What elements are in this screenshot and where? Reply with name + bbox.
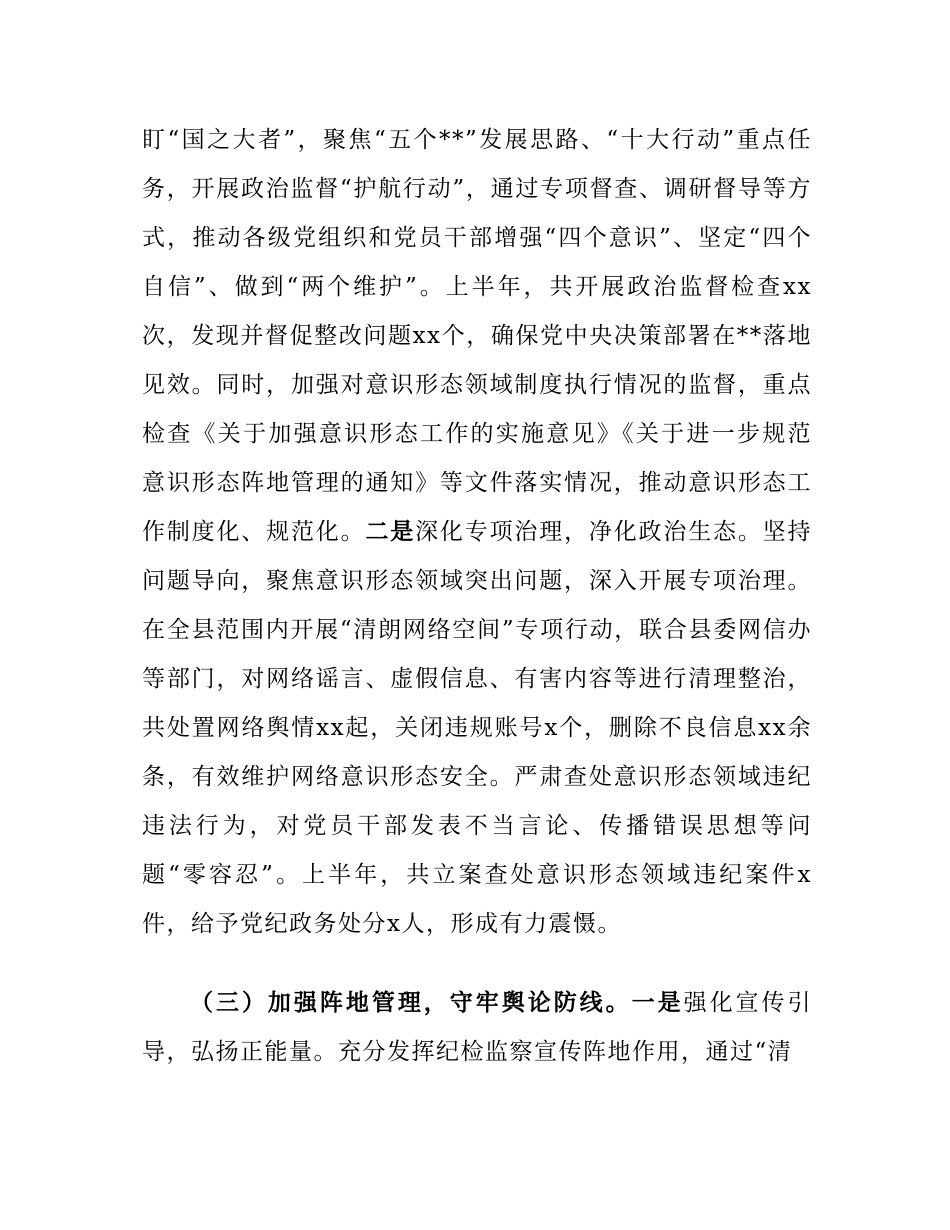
paragraph-1-bold-marker: 二是: [365, 519, 416, 545]
paragraph-2-text: 强化宣传引导，弘扬正能量。充分发挥纪检监察宣传阵地作用，通过“清: [142, 990, 813, 1065]
paragraph-1-text-c: 深化专项治理，净化政治生态。坚持问题导向，聚焦意识形态领域突出问题，深入开展专项治理。在全县范围内开展“清朗网络空间”专项行动，联合县委网信办等部门，对网络谣言、虚假信息、有害内容等进行清理整治，共处置网络舆情xx起，关闭违规账号x个，删除不良信息xx余条，有效维护网络意识形态安全。严肃查处意识形态领域违纪违法行为，对党员干部发表不当言论、传播错误思想等问题“零容忍”。上半年，共立案查处意识形态领域违纪案件x件，给予党纪政务处分x人，形成有力震慑。: [142, 519, 813, 937]
section-heading-3: （三）加强阵地管理，守牢舆论防线。一是: [190, 990, 684, 1016]
body-paragraph-2: [142, 979, 812, 1077]
paragraph-1-text-a: 盯“国之大者”，聚焦“五个**”发展思路、“十大行动”重点任务，开展政治监督“护航行动”，通过专项督查、调研督导等方式，推动各级党组织和党员干部增强“四个意识”、坚定“四个自信”、做到“两个维护”。上半年，共开展政治监督检查xx次，发现并督促整改问题xx个，确保党中央决策部署在**落地见效。同时，加强对意识形态领域制度执行情况的监督，重点检查《关于加强意识形态工作的实施意见》《关于进一步规范意识形态阵地管理的通知》等文件落实情况，推动意识形态工作制度化、规范化。: [142, 127, 812, 545]
body-paragraph-1: [142, 116, 812, 949]
